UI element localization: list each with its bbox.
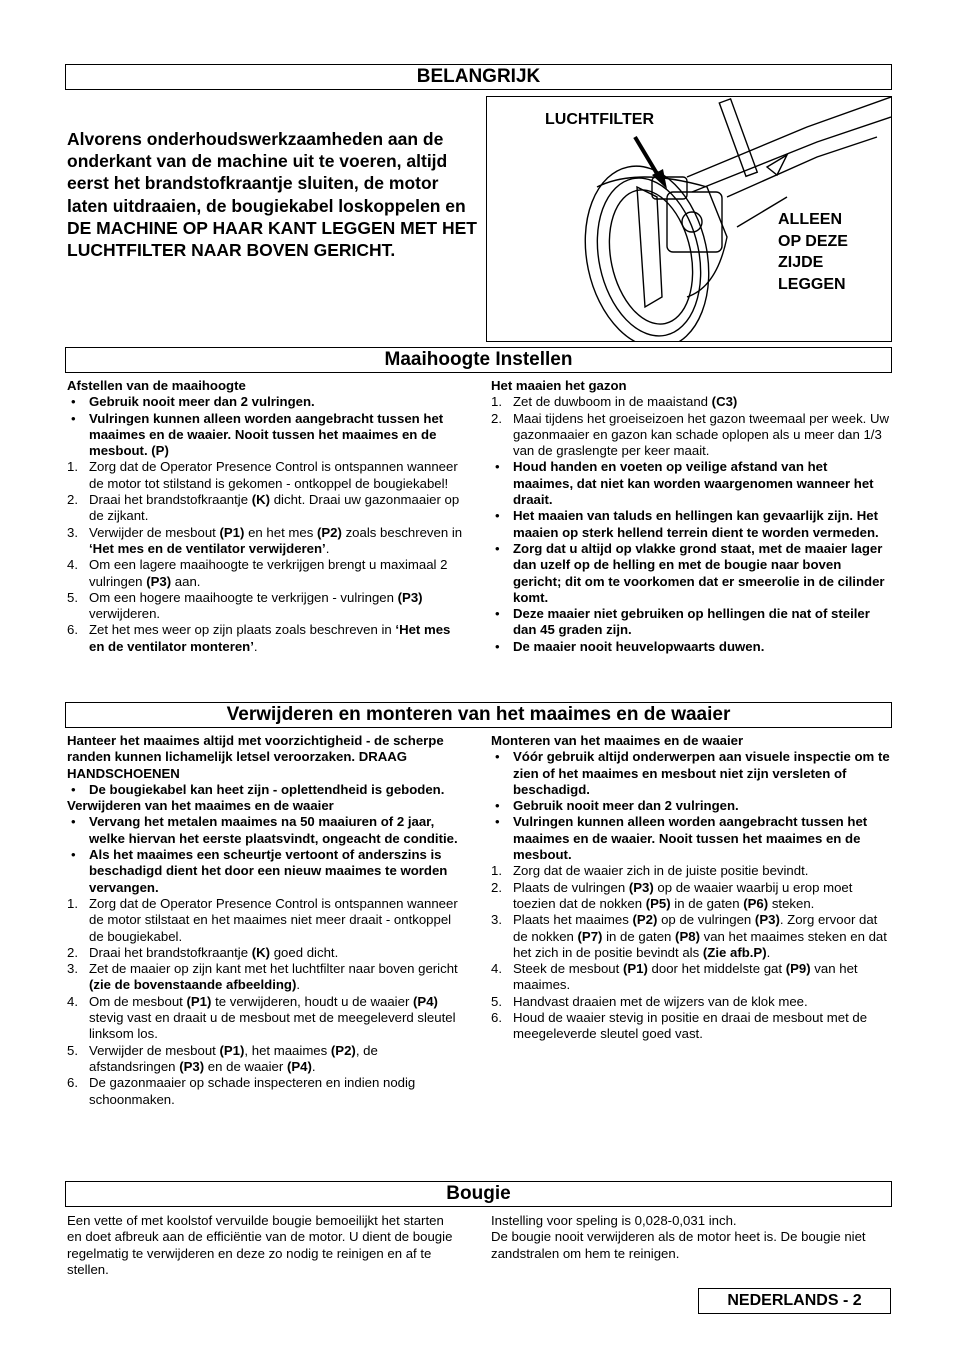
bullet-item [67,847,467,896]
side-label: ALLEEN OP DEZE ZIJDE LEGGEN [778,211,848,293]
step-text: aan. [171,573,201,589]
step-number: 2. [67,944,78,960]
step-text: verwijderen. [89,606,161,622]
step-text: Steek de mesbout [513,961,623,977]
step-text: Om een hogere maaihoogte te verkrijgen - vulringen [89,589,398,605]
step-text: op de vulringen [657,912,755,928]
mower-figure [486,96,892,342]
step-reference: (P2) [316,524,342,540]
numbered-step [491,863,891,879]
bullet-item [491,749,891,798]
height-right-column [491,378,891,655]
step-text: , de afstandsringen [89,1042,378,1074]
bougie-title: Bougie [65,1181,892,1207]
bougie-left [67,1213,462,1278]
step-text: stevig vast en draait u de mesbout met de meegeleverd sleutel linksom los. [89,1010,456,1042]
step-text: steken. [768,895,815,911]
bullet-icon: • [495,508,500,524]
step-text: Draai het brandstofkraantje [89,944,252,960]
numbered-step [491,411,891,460]
step-text: dicht. Draai uw gazonmaaier op de zijkant. [89,492,460,524]
step-number: 3. [67,961,78,977]
step-text: Om een lagere maaihoogte te verkrijgen brengt u maximaal 2 vulringen [89,557,448,589]
step-text: te verwijderen, houdt u de waaier [211,993,413,1009]
bullet-text: Gebruik nooit meer dan 2 vulringen. [513,798,739,814]
blade-left-column [67,733,467,1108]
step-text: De gazonmaaier op schade inspecteren en indien nodig schoonmaken. [89,1075,416,1107]
step-reference: (P3) [754,912,780,928]
step-reference: (P1) [622,961,648,977]
bullet-item [67,411,467,460]
step-text: Zorg dat de Operator Presence Control is ontspannen wanneer de motor tot stilstand is gekomen - ontkoppel de bougiekabel! [89,459,458,491]
bullet-item [491,814,891,863]
step-number: 2. [491,410,502,426]
numbered-step [67,622,467,655]
numbered-step [67,525,467,558]
bullet-icon: • [495,638,500,654]
bullet-icon: • [71,781,76,797]
step-text: van het maaimes steken en dat het zich in de positie bevindt als [513,928,887,960]
step-reference: (K) [251,944,271,960]
height-title: Maaihoogte Instellen [65,347,892,373]
step-number: 5. [491,993,502,1009]
bougie-left-text: Een vette of met koolstof vervuilde bougie bemoeilijkt het starten en doet afbreuk aan de efficiëntie van de motor. U dient de bougie regelmatig te verwijderen en deze zo nodig te reinigen en af te stellen. [67,1213,453,1277]
bullet-icon: • [71,410,76,426]
step-text: van het maaimes. [513,961,858,993]
bullet-text: Houd handen en voeten op veilige afstand van het maaimes, dat niet kan worden waargenomen wanneer het draait. [513,459,874,508]
bullet-item [491,798,891,814]
step-reference: (P4) [286,1058,312,1074]
numbered-step [67,945,467,961]
bougie-warning-text: De bougie nooit verwijderen als de motor heet is. De bougie niet zandstralen om hem te reinigen. [491,1229,866,1261]
numbered-step [67,492,467,525]
step-text: Zet de duwboom in de maaistand [513,394,712,410]
section-heading: Verwijderen van het maaimes en de waaier [67,798,334,814]
numbered-step [67,557,467,590]
bullet-text: De bougiekabel kan heet zijn - oplettendheid is geboden. [89,781,445,797]
step-text: Handvast draaien met de wijzers van de klok mee. [513,993,808,1009]
step-number: 6. [67,622,78,638]
bullet-text: Vóór gebruik altijd onderwerpen aan visuele inspectie om te zien of het maaimes en mesbout niet zijn versleten of beschadigd. [513,749,890,797]
step-text: , het maaimes [244,1042,331,1058]
step-text: . [325,540,330,556]
bullet-item [491,459,891,508]
step-text: Zet de maaier op zijn kant met het luchtfilter naar boven gericht [89,961,458,977]
bullet-icon: • [71,847,76,863]
height-left-column [67,378,467,655]
bullet-text: Vulringen kunnen alleen worden aangebracht tussen het maaimes en de waaier. Nooit tussen het maaimes en de mesbout. [513,814,868,863]
step-text: . [311,1058,316,1074]
step-number: 5. [67,589,78,605]
bullet-item [491,541,891,606]
step-reference: (P3) [179,1058,205,1074]
numbered-step [491,912,891,961]
step-number: 4. [491,961,502,977]
step-reference: (P9) [785,961,811,977]
step-number: 4. [67,993,78,1009]
step-number: 1. [67,459,78,475]
numbered-step [67,459,467,492]
numbered-step [491,961,891,994]
bougie-right [491,1213,886,1262]
step-text: in de gaten [602,928,676,944]
numbered-step [67,1075,467,1108]
step-reference: (zie de bovenstaande afbeelding) [89,977,297,993]
step-number: 1. [491,863,502,879]
bullet-item [491,508,891,541]
step-number: 5. [67,1042,78,1058]
step-reference: (P1) [219,1042,245,1058]
step-reference: (P3) [146,573,172,589]
step-number: 3. [67,524,78,540]
page-number: NEDERLANDS - 2 [698,1288,891,1314]
step-reference: (P4) [413,993,438,1009]
bullet-text: Het maaien van taluds en hellingen kan gevaarlijk zijn. Het maaien op sterk hellend terrein dient te worden vermeden. [513,508,879,540]
step-reference: (K) [251,492,271,508]
numbered-step [67,994,467,1043]
bullet-text: Deze maaier niet gebruiken op hellingen die nat of steiler dan 45 graden zijn. [513,606,870,638]
bullet-icon: • [495,606,500,622]
numbered-step [491,880,891,913]
step-reference: (P1) [219,524,245,540]
step-number: 2. [67,492,78,508]
numbered-step [67,590,467,623]
step-reference: (P3) [628,879,654,895]
step-number: 4. [67,557,78,573]
bullet-item [67,782,467,798]
bullet-icon: • [495,540,500,556]
bullet-text: Zorg dat u altijd op vlakke grond staat, met de maaier lager dan uzelf op de helling en met de bougie naar boven gericht; dit om te voorkomen dat er smeerolie in de cilinder komt. [513,540,885,605]
bullet-item [491,639,891,655]
step-text: Zorg dat de Operator Presence Control is ontspannen wanneer de motor stilstaat en het maaimes niet meer draait - ontkoppel de bougiekabel. [89,895,458,944]
step-text: goed dicht. [270,944,339,960]
bullet-item [67,394,467,410]
step-text: . [253,638,258,654]
bullet-item [491,606,891,639]
step-text: en het mes [244,524,317,540]
step-text: . [766,944,771,960]
bullet-text: Als het maaimes een scheurtje vertoont of anderszins is beschadigd dient het door een nieuw maaimes te worden vervangen. [89,847,448,895]
step-number: 1. [491,394,502,410]
step-reference: ‘Het mes en de ventilator monteren’ [89,622,451,654]
section-heading: Het maaien het gazon [491,378,627,393]
step-text: Om de mesbout [89,993,187,1009]
bullet-icon: • [495,459,500,475]
important-text: Alvorens onderhoudswerkzaamheden aan de onderkant van de machine uit te voeren, altijd eerst het brandstofkraantje sluiten, de motor laten uitdraaien, de bougiekabel loskoppelen en DE MACHINE OP HAAR KANT LEGGEN MET HET LUCHTFILTER NAAR BOVEN GERICHT. [67,129,477,261]
step-reference: (P2) [330,1042,356,1058]
bullet-text: Vulringen kunnen alleen worden aangebracht tussen het maaimes en de waaier. Nooit tussen het maaimes en de mesbout. (P) [89,410,444,459]
step-text: Plaats de vulringen [513,879,629,895]
bullet-icon: • [71,814,76,830]
step-reference: (P7) [577,928,603,944]
luchtfilter-label: LUCHTFILTER [545,111,655,128]
blade-warning: Hanteer het maaimes altijd met voorzichtigheid - de scherpe randen kunnen lichamelijk letsel veroorzaken. DRAAG HANDSCHOENEN [67,733,444,781]
section-heading: Afstellen van de maaihoogte [67,378,246,393]
step-number: 6. [491,1010,502,1026]
step-text: Draai het brandstofkraantje [89,492,252,508]
step-text: Plaats het maaimes [513,912,633,928]
step-text: . [296,977,301,993]
step-reference: (Zie afb.P) [702,944,767,960]
bougie-spacing-text: Instelling voor speling is 0,028-0,031 inch. [491,1213,737,1228]
bullet-icon: • [71,394,76,410]
bullet-item [67,814,467,847]
bullet-icon: • [495,814,500,830]
step-text: Maai tijdens het groeiseizoen het gazon tweemaal per week. Uw gazonmaaier en gazon kan schade oplopen als u meer dan 1/3 van de graslengte per keer maait. [513,410,890,459]
bullet-text: De maaier nooit heuvelopwaarts duwen. [513,638,765,654]
bullet-icon: • [495,749,500,765]
step-text: en de waaier [204,1058,287,1074]
step-text: Verwijder de mesbout [89,524,220,540]
blade-right-column [491,733,891,1043]
blade-title: Verwijderen en monteren van het maaimes en de waaier [65,702,892,728]
bullet-icon: • [495,798,500,814]
numbered-step [67,896,467,945]
bullet-text: Vervang het metalen maaimes na 50 maaiuren of 2 jaar, welke hiervan het eerste plaatsvindt, ongeacht de conditie. [89,814,458,846]
step-text: door het middelste gat [647,961,786,977]
step-text: Verwijder de mesbout [89,1042,220,1058]
step-reference: (P5) [645,895,671,911]
step-number: 1. [67,895,78,911]
important-title: BELANGRIJK [65,64,892,90]
step-reference: ‘Het mes en de ventilator verwijderen’ [89,540,326,556]
step-number: 3. [491,912,502,928]
step-reference: (C3) [711,394,738,410]
bullet-text: Gebruik nooit meer dan 2 vulringen. [89,394,315,410]
step-text: in de gaten [670,895,744,911]
step-reference: (P2) [632,912,658,928]
step-text: Houd de waaier stevig in positie en draai de mesbout met de meegeleverde sleutel goed vast. [513,1010,868,1042]
numbered-step [491,994,891,1010]
step-text: Zet het mes weer op zijn plaats zoals beschreven in [89,622,396,638]
step-reference: (P6) [743,895,769,911]
step-reference: (P3) [397,589,423,605]
step-reference: (P1) [186,993,212,1009]
step-text: zoals beschreven in [341,524,463,540]
numbered-step [67,961,467,994]
step-text: Zorg dat de waaier zich in de juiste positie bevindt. [513,863,809,879]
step-text: . Zorg ervoor dat de nokken [513,912,878,944]
numbered-step [491,1010,891,1043]
numbered-step [491,394,891,410]
step-reference: (P8) [675,928,700,944]
step-text: op de waaier waarbij u erop moet toezien dat de nokken [513,879,853,911]
numbered-step [67,1043,467,1076]
step-number: 6. [67,1075,78,1091]
step-number: 2. [491,879,502,895]
section-heading: Monteren van het maaimes en de waaier [491,733,744,748]
